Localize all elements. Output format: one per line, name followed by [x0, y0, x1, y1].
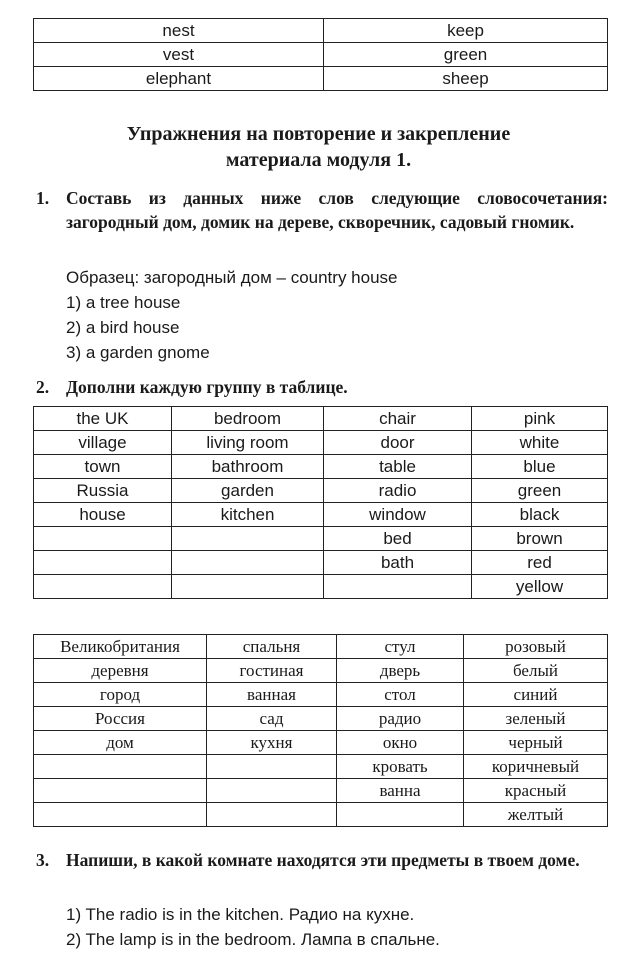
english-table-cell: kitchen	[172, 503, 324, 527]
english-table-cell: table	[324, 455, 472, 479]
russian-table-row	[34, 803, 608, 827]
russian-table-cell: синий	[464, 683, 608, 707]
english-table-cell: Russia	[34, 479, 172, 503]
russian-table-cell: окно	[337, 731, 464, 755]
english-table-cell: village	[34, 431, 172, 455]
english-table-cell	[34, 551, 172, 575]
top-table-row	[34, 19, 608, 43]
task-3-number: 3.	[36, 850, 50, 870]
english-table-cell: garden	[172, 479, 324, 503]
task-1-sample: Образец: загородный дом – country house	[66, 268, 398, 287]
russian-table-row	[34, 707, 608, 731]
top-table-cell: green	[324, 43, 608, 67]
english-table-cell: living room	[172, 431, 324, 455]
russian-table-cell: коричневый	[464, 755, 608, 779]
english-table-cell	[34, 527, 172, 551]
russian-table-cell	[34, 803, 207, 827]
top-table-row	[34, 43, 608, 67]
english-table-row	[34, 527, 608, 551]
english-table-cell: door	[324, 431, 472, 455]
english-table-cell	[172, 575, 324, 599]
russian-table-cell	[34, 755, 207, 779]
russian-table-cell: дом	[34, 731, 207, 755]
task-1-answer-2: 2) a bird house	[66, 318, 180, 337]
section-title-line-2: материала модуля 1.	[225, 149, 412, 171]
english-table-row	[34, 407, 608, 431]
task-2-text: Дополни каждую группу в таблице.	[66, 377, 348, 397]
english-table-cell: bathroom	[172, 455, 324, 479]
english-table-row	[34, 551, 608, 575]
english-table-cell: town	[34, 455, 172, 479]
russian-table-cell: зеленый	[464, 707, 608, 731]
english-table-cell	[324, 575, 472, 599]
russian-table-cell: радио	[337, 707, 464, 731]
top-word-table	[33, 18, 608, 91]
task-3-answer-2: 2) The lamp is in the bedroom. Лампа в спальне.	[66, 930, 440, 949]
english-table-cell: bath	[324, 551, 472, 575]
russian-table-row	[34, 779, 608, 803]
task-1-answer-1: 1) a tree house	[66, 293, 181, 312]
russian-table-row	[34, 659, 608, 683]
task-1-answer-3: 3) a garden gnome	[66, 343, 210, 362]
russian-table-cell	[337, 803, 464, 827]
russian-table-cell: дверь	[337, 659, 464, 683]
russian-table-cell	[207, 755, 337, 779]
section-title-line-1: Упражнения на повторение и закрепление	[126, 123, 511, 145]
task-1-number: 1.	[36, 188, 50, 208]
english-table-cell: blue	[472, 455, 608, 479]
english-table-row	[34, 431, 608, 455]
english-table-cell	[34, 575, 172, 599]
task-1-text: Составь из данных ниже слов следующие словосочетания: загородный дом, домик на дереве, скворечник, садовый гномик.	[66, 188, 608, 232]
english-table-cell: brown	[472, 527, 608, 551]
english-table-row	[34, 479, 608, 503]
russian-table-cell: стул	[337, 635, 464, 659]
english-table-cell: pink	[472, 407, 608, 431]
russian-table-row	[34, 731, 608, 755]
russian-table-cell: спальня	[207, 635, 337, 659]
russian-table-cell: Россия	[34, 707, 207, 731]
top-table-cell: vest	[34, 43, 324, 67]
english-table-cell: window	[324, 503, 472, 527]
russian-table-row	[34, 755, 608, 779]
top-table-cell: nest	[34, 19, 324, 43]
russian-table-cell: кровать	[337, 755, 464, 779]
english-table-cell: yellow	[472, 575, 608, 599]
english-table-cell: bed	[324, 527, 472, 551]
english-table-cell: white	[472, 431, 608, 455]
top-table-cell: sheep	[324, 67, 608, 91]
russian-table-row	[34, 635, 608, 659]
top-table-row	[34, 67, 608, 91]
english-table-cell: black	[472, 503, 608, 527]
russian-table-cell: красный	[464, 779, 608, 803]
russian-table-cell: гостиная	[207, 659, 337, 683]
russian-group-table	[33, 634, 608, 827]
english-table-row	[34, 455, 608, 479]
russian-table-cell: город	[34, 683, 207, 707]
russian-table-cell	[34, 779, 207, 803]
task-2-number: 2.	[36, 377, 50, 397]
english-table-cell: bedroom	[172, 407, 324, 431]
russian-table-cell	[207, 779, 337, 803]
top-table-cell: elephant	[34, 67, 324, 91]
russian-table-cell: сад	[207, 707, 337, 731]
top-table-cell: keep	[324, 19, 608, 43]
task-3-instruction	[36, 848, 608, 896]
task-3-text: Напиши, в какой комнате находятся эти предметы в твоем доме.	[66, 850, 580, 870]
english-table-cell: house	[34, 503, 172, 527]
russian-table-cell	[207, 803, 337, 827]
english-group-table	[33, 406, 608, 599]
task-2-instruction	[36, 375, 608, 399]
english-table-row	[34, 503, 608, 527]
russian-table-cell: Великобритания	[34, 635, 207, 659]
task-3-answer-1: 1) The radio is in the kitchen. Радио на кухне.	[66, 905, 415, 924]
russian-table-cell: черный	[464, 731, 608, 755]
russian-table-cell: стол	[337, 683, 464, 707]
english-table-row	[34, 575, 608, 599]
task-1-instruction	[36, 186, 608, 258]
russian-table-cell: розовый	[464, 635, 608, 659]
english-table-cell: green	[472, 479, 608, 503]
english-table-cell	[172, 527, 324, 551]
english-table-cell: red	[472, 551, 608, 575]
english-table-cell: radio	[324, 479, 472, 503]
russian-table-row	[34, 683, 608, 707]
russian-table-cell: белый	[464, 659, 608, 683]
russian-table-cell: ванная	[207, 683, 337, 707]
english-table-cell: the UK	[34, 407, 172, 431]
russian-table-cell: ванна	[337, 779, 464, 803]
english-table-cell	[172, 551, 324, 575]
english-table-cell: chair	[324, 407, 472, 431]
russian-table-cell: кухня	[207, 731, 337, 755]
russian-table-cell: желтый	[464, 803, 608, 827]
russian-table-cell: деревня	[34, 659, 207, 683]
